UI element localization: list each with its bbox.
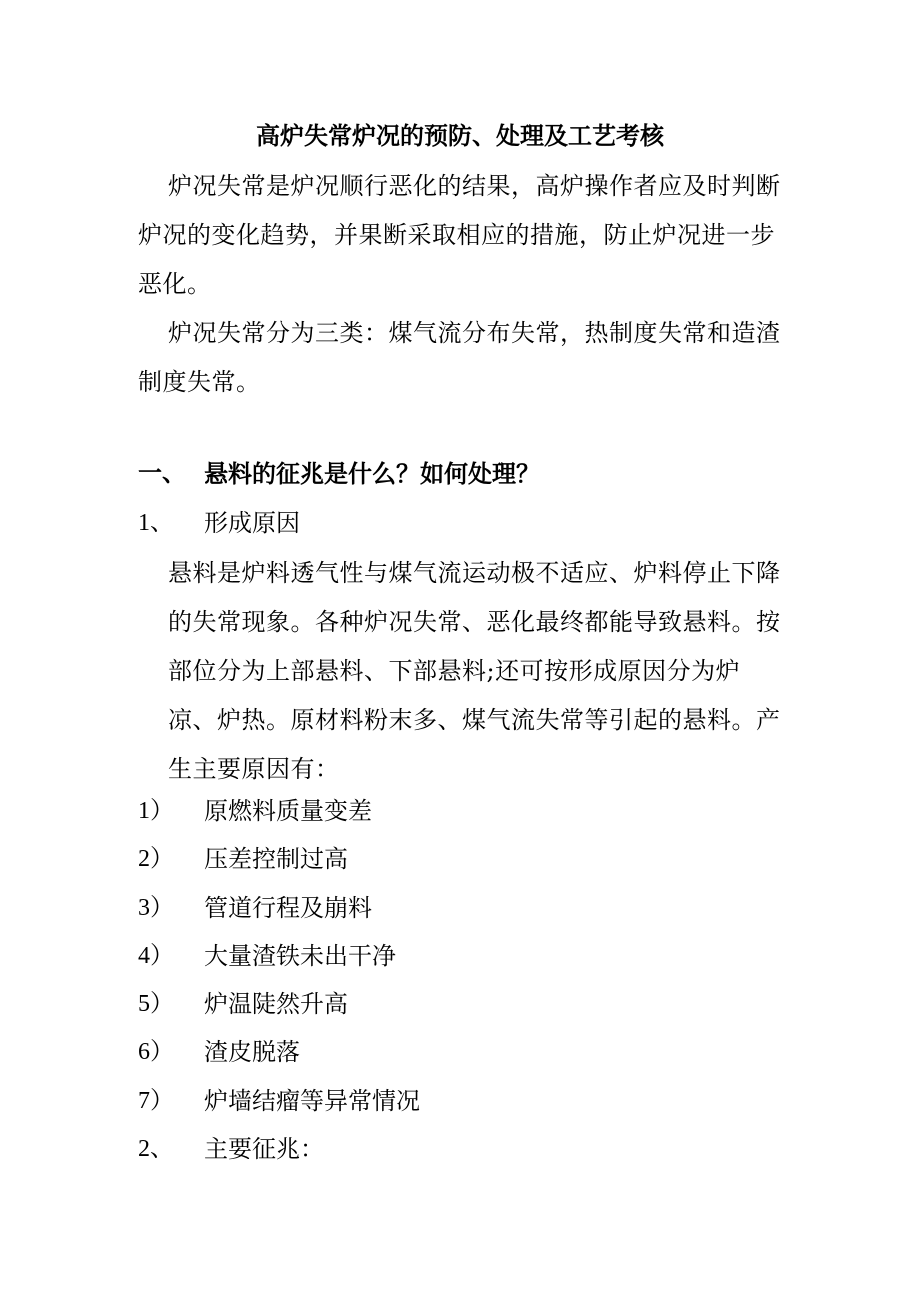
cause-text: 压差控制过高 (204, 845, 348, 873)
document-title: 高炉失常炉况的预防、处理及工艺考核 (256, 121, 664, 150)
subsection-1-title: 形成原因 (204, 509, 300, 537)
cause-text: 炉墙结瘤等异常情况 (204, 1087, 420, 1115)
cause-number: 7） (138, 1088, 174, 1114)
cause-text: 炉温陡然升高 (204, 990, 348, 1018)
section-1-title: 悬料的征兆是什么？如何处理？ (204, 459, 540, 488)
subsection-2-number: 2、 (138, 1136, 174, 1162)
cause-number: 6） (138, 1039, 174, 1065)
cause-text: 渣皮脱落 (204, 1038, 300, 1066)
intro-paragraph-1: 炉况失常是炉况顺行恶化的结果，高炉操作者应及时判断炉况的变化趋势，并果断采取相应的措施，防止炉况进一步恶化。 (138, 172, 781, 298)
cause-number: 4） (138, 943, 174, 969)
intro-paragraph-2: 炉况失常分为三类：煤气流分布失常，热制度失常和造渣制度失常。 (138, 319, 781, 396)
cause-number: 1） (138, 798, 174, 824)
section-1-number: 一、 (138, 461, 186, 487)
cause-number: 3） (138, 895, 174, 921)
subsection-1-body: 悬料是炉料透气性与煤气流运动极不适应、炉料停止下降的失常现象。各种炉况失常、恶化最终都能导致悬料。按部位分为上部悬料、下部悬料;还可按形成原因分为炉凉、炉热。原材料粉末多、煤气流失常等引起的悬料。产生主要原因有： (168, 559, 781, 783)
subsection-1-number: 1、 (138, 510, 174, 536)
cause-number: 2） (138, 846, 174, 872)
cause-text: 大量渣铁未出干净 (204, 942, 396, 970)
subsection-2-title: 主要征兆： (204, 1135, 324, 1163)
cause-number: 5） (138, 991, 174, 1017)
cause-text: 管道行程及崩料 (204, 894, 372, 922)
cause-text: 原燃料质量变差 (204, 797, 372, 825)
